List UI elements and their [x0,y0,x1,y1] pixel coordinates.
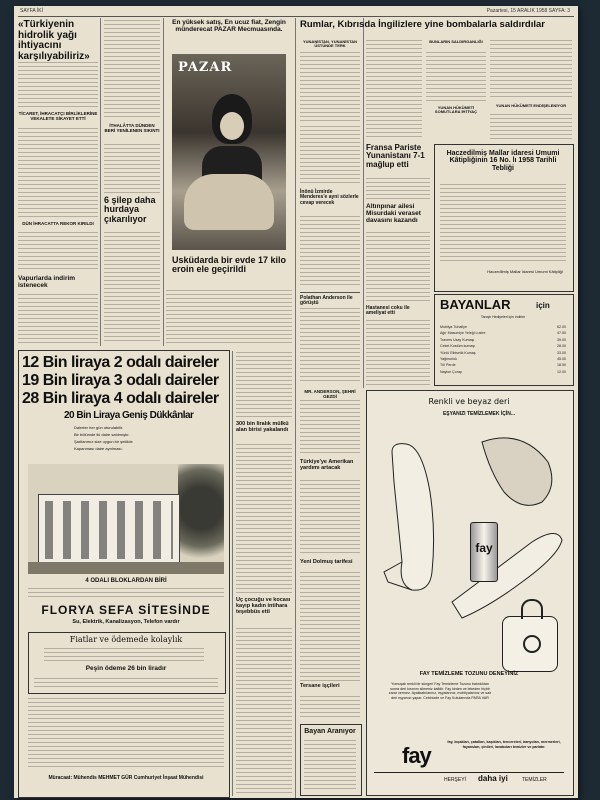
rumlar-headline: Rumlar, Kıbrısda İngilizlere yine bombalarla saldırdılar [300,19,545,30]
polathan-headline: Polathan Anderson ile görüştü [300,295,353,307]
daireler-bullet3: Şartlarımız size uygun bir şekilde [74,439,133,444]
rumlar-sub4: YUNAN HÜKÜMETİ ENDİŞELENİYOR [495,103,567,108]
fay-sub: EŞYANIZI TEMİZLEMEK İÇİN... [442,411,516,417]
hidrolik-headline: «Türkiyenin hidrolik yağı ihtiyacını karşılıyabiliriz» [18,19,90,62]
price-value: 18.50 [557,363,566,368]
header-rule [18,16,574,17]
col1-sub1: TİCARET, İHRACATÇI BİRLİKLERİNE VEKALETE SİKAYET ETTİ [18,111,98,121]
price-item: Yağmurluk [440,357,457,362]
site-name: FLORYA SEFA SİTESİNDE [41,603,211,617]
inonu-body [300,216,360,288]
col-rule [232,351,233,796]
handbag-clasp [523,635,541,653]
payment-title: Fiatlar ve ödemede kolaylık [69,635,183,644]
price-item: Mobilya Tuhafiye [440,325,467,329]
col4-body3 [300,696,360,720]
pesin-body [34,678,218,690]
price-item: Yünlü Elbiselik Kumaş [440,350,476,355]
rumlar-body2 [366,40,422,140]
price-item: Naylon Çorap [440,369,462,374]
left-folio: SAYFA İKİ [20,8,43,14]
fay-tagline: FAY TEMİZLEME TOZUNU DENEYİNİZ [419,671,519,677]
hidrolik-body [18,62,98,108]
col4-table [300,572,360,682]
rumlar-sub3: YUNAN HÜKÜMETİ SOMUTLARA İHTİYAÇ [434,105,478,115]
price-value: 33.00 [557,350,566,355]
polathan-body [300,308,360,384]
shoe-right [452,533,562,618]
ground [28,562,224,574]
fay-footer-right: TEMİZLER [522,777,547,783]
col4-h2: MR. ANDERSON, ŞEHRİ GEZDİ [304,389,356,399]
inonu-headline: İnönü İzmirde Menderes'e ayni sözlerle cevap verecek [300,189,359,206]
daireler-bullet2: Bir bölümde iki daire satılmıştır. [74,432,130,437]
col4-h5: Tersane işçileri [300,683,340,689]
rumlar-sub1: YUNANİSTAN, YUNANİSTAN ÜSTÜNDE TERK [302,39,357,49]
price-item: Travers Uzay Kumaşı [440,337,475,342]
col1-body3 [18,232,98,272]
col4-body2 [300,480,360,556]
col1-body2 [18,128,98,218]
fay-top: Renkli ve beyaz deri [428,397,510,406]
bayan-aranyor-body [304,740,356,790]
vapurlarda-body [18,294,98,344]
col3-h2: Uç çocuğu ve kocası kayıp kadın intihara teşebbüs etti [236,597,291,615]
price-item: Tül Perde [440,363,456,368]
bayanlar-title: BAYANLAR [440,297,511,312]
price-value: 47.50 [557,331,566,336]
rumlar-sub2: BUNLARIN SALDIRGANLIĞI [429,39,483,44]
daireler-bullet4: Kapanması daire ayrılması. [74,446,123,451]
daireler-body [28,698,224,768]
fay-can-label: fay [475,541,493,555]
col3-body1 [236,352,292,418]
silep-headline: 6 şilep daha hurdaya çıkarılıyor [104,195,156,224]
rumlar-body4 [490,40,572,100]
rumlar-body3 [426,52,486,102]
price-value: 39.00 [557,337,566,342]
fay-rule [374,772,564,773]
apartment-block [38,494,180,566]
col4-h4: Yeni Dolmuş tarifesi [300,559,353,565]
col2-body2 [104,144,160,194]
woman-legs [184,174,274,230]
fay-footer-left: HERŞEYİ [444,777,466,783]
price-value: 12.00 [557,369,566,374]
contact-line: Müracaat: Mühendis MEHMET GÜR Cumhuriyet İnşaat Mühendisi [48,775,204,781]
price-value: 28.00 [557,344,566,349]
right-folio: Pazartesi, 15 ARALIK 1958 SAYFA: 3 [486,8,570,14]
col3-h1: 300 bin liralık mülkü alan birisi yakalandı [236,421,289,433]
handbag [502,616,558,672]
rumlar-body1 [300,52,360,122]
fay-body: Yumuşak renkli bir süngeri Fay Temizleme Tozunu batırdıktan sonra deri kısmını silmeniz kafidir. Fay kirden ve lekeden hiçbir zarar vermez. Ayakkabılarınız, eşyalarınız, mobilyalarınız ve sair deri eşyanızı yapar. Cebinizde ve Fay Kutularında PARA VAR [388,682,492,700]
bayanlar-subtitle: Tanıştı Hediyeleri için indirim [480,315,526,319]
col1-sub2: DÜN İHRACATTA REKOR KIRILDI [22,221,94,226]
altin-headline: Altınpınar ailesi Misurdaki veraset davasını kazandı [366,203,421,224]
pesin-text: Peşin ödeme 26 bin liradır [85,665,167,672]
col4-h6: Bayan Aranıyor [304,728,356,735]
haczedilmis-headline: Haczedilmiş Mallar idaresi Umumi Kâtipliğinin 16 No. lı 1958 Tarihli Tebliği [446,150,560,172]
fay-logo: fay [402,743,431,768]
newspaper-page [14,6,578,798]
col2-body3 [104,232,160,344]
uskudar-body [166,290,292,346]
price-list [440,324,566,375]
bloklar-body [28,588,224,600]
apartment-illustration [28,464,224,574]
col4-h3: Türkiye'ye Amerikan yardımı artacak [300,459,354,471]
col-rule [363,18,364,388]
altin-body [366,232,430,304]
price-value: 62.00 [557,325,566,329]
col2-sub1: İTHALÂTTA DÜNDEN BERİ YENİLENEN SIKINTI [104,123,160,133]
col2-body1 [104,20,160,120]
shoe-left [392,444,434,591]
vapurlarda-headline: Vapurlarda indirim istenecek [18,275,76,289]
col-rule [100,18,101,346]
pazar-logo: PAZAR [178,60,233,75]
col3-body3 [236,628,292,794]
col4-body1 [300,400,360,456]
price-item: Ceket Kostüm kumaşı [440,344,476,349]
payment-body [44,648,204,662]
daireler-line4: 20 Bin Liraya Geniş Dükkânlar [64,410,194,421]
amenities: Su, Elektrik, Kanalizasyon, Telefon vardır [72,619,180,625]
bayanlar-suffix: için [536,301,550,310]
haczedilmis-signature: Haczedilmiş Mallar İdaresi Umumi Kâtipliği [487,269,563,274]
fay-items: fay, bıçakları, çatalları, kaşıkları, tencereleri, banyoları, mermerleri, fayansları, çinileri, lavaboları temizler ve parlatır. [447,740,561,749]
col-rule [295,18,296,798]
rumlar-body6 [300,126,360,186]
daireler-line1: 12 Bin liraya 2 odalı daireler [22,354,219,371]
price-item: Ağır Masumiye Yeleği Lustre [440,331,486,336]
rumlar-body5 [490,114,572,140]
col3-body2 [236,444,292,594]
daireler-bullet1: Daireler her gün oturulabilir. [74,425,124,430]
uskudar-headline: Usküdarda bir evde 17 kilo eroin ele geçirildi [172,255,287,275]
pazar-headline: En yüksek satış, En ucuz fiat, Zengin münderecat PAZAR Mecmuasında. [172,19,286,33]
fay-can [470,522,498,582]
daireler-line3: 28 Bin liraya 4 odalı daireler [22,390,219,407]
rule [300,292,360,293]
bloklar-label: 4 ODALI BLOKLARDAN BİRİ [85,578,167,584]
haczedilmis-body [440,184,566,264]
handbag-handle [521,599,543,619]
woman-face [220,112,244,140]
pazar-cover-photo [172,54,286,250]
fransa-headline: Fransa Pariste Yunanistanı 7-1 mağlup etti [366,143,425,169]
price-row [440,369,566,375]
daireler-line2: 19 Bin liraya 3 odalı daireler [22,372,219,389]
fransa-body [366,178,430,202]
hand [482,438,552,505]
hastane-headline: Hastanesi coku ile ameliyat etti [366,305,410,317]
apartment-windows [45,501,173,559]
tree [178,464,224,574]
col-rule [163,18,164,346]
hastane-body [366,320,430,386]
price-value: 45.00 [557,357,566,362]
fay-footer-mid: daha iyi [478,774,508,783]
